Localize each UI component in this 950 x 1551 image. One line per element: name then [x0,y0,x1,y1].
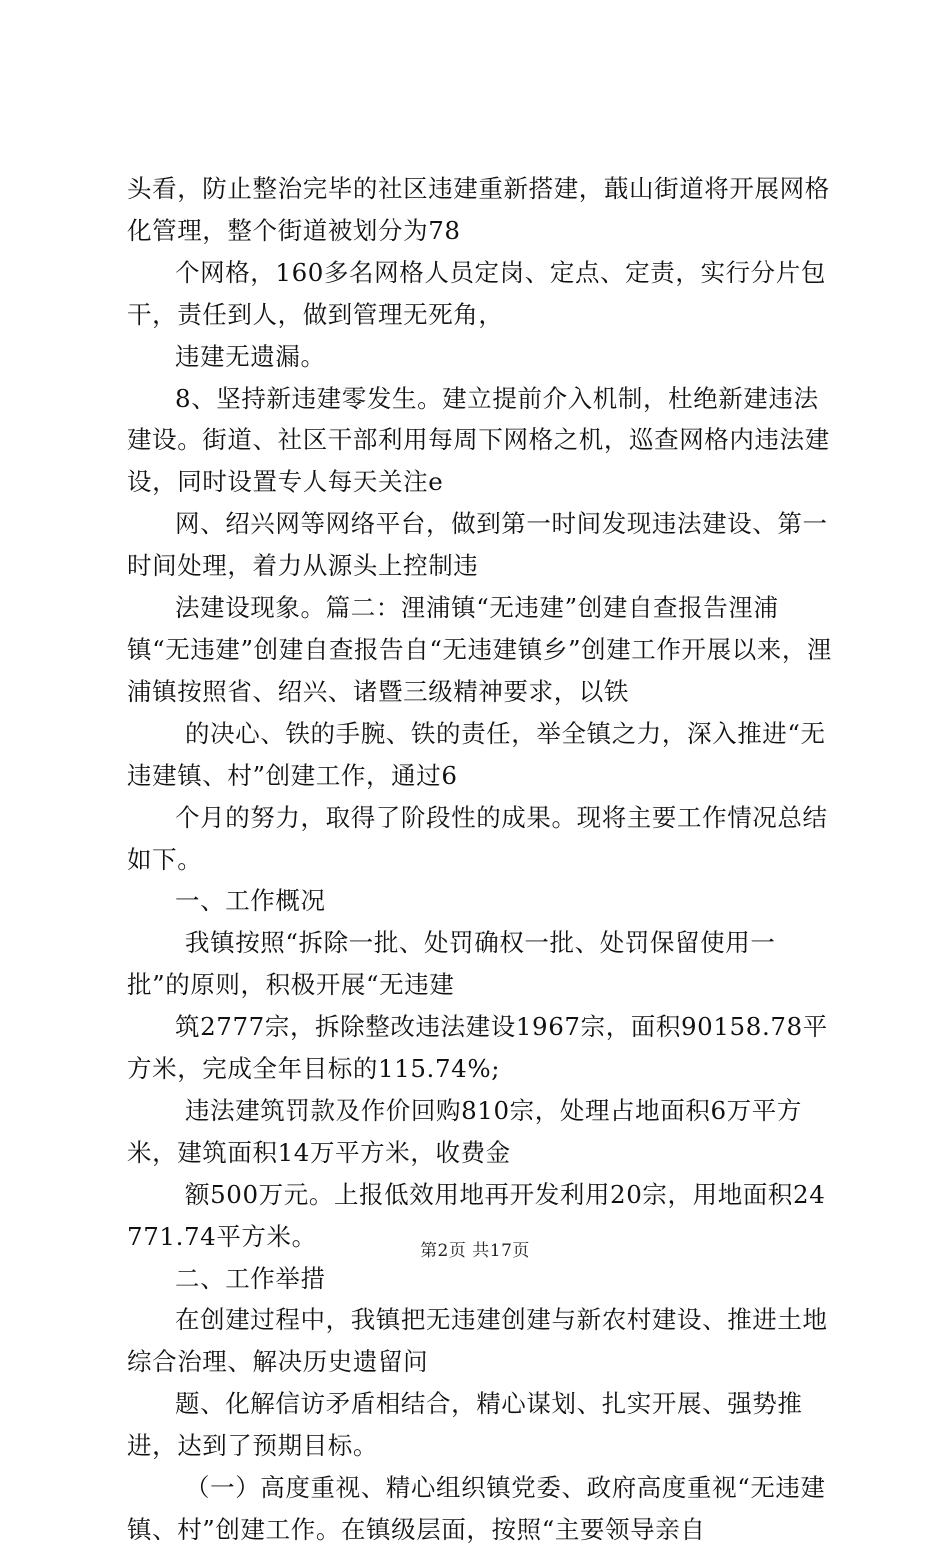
paragraph-13: 在创建过程中，我镇把无违建创建与新农村建设、推进土地综合治理、解决历史遗留问 [127,1305,828,1377]
paragraph-8: 个月的努力，取得了阶段性的成果。现将主要工作情况总结如下。 [127,802,828,874]
paragraph-10: 筑2777宗，拆除整改违法建设1967宗，面积90158.78平方米，完成全年目标的115.74%; [127,1012,828,1084]
paragraph-9: 我镇按照“拆除一批、处罚确权一批、处罚保留使用一批”的原则，积极开展“无违建 [127,928,776,1000]
paragraph-15: （一）高度重视、精心组织镇党委、政府高度重视“无违建镇、村”创建工作。在镇级层面，按照“主要领导亲自 [127,1473,826,1544]
paragraph-5: 网、绍兴网等网络平台，做到第一时间发现违法建设、第一时间处理，着力从源头上控制违 [127,509,828,581]
paragraph-11: 违法建筑罚款及作价回购810宗，处理占地面积6万平方米，建筑面积14万平方米，收费金 [127,1095,802,1167]
paragraph-2: 个网格，160多名网格人员定岗、定点、定责，实行分片包干，责任到人，做到管理无死角， [127,257,826,329]
document-body [127,168,837,1551]
page-number: 第2页 共17页 [420,1241,530,1261]
page-footer [0,1241,950,1261]
paragraph-4: 8、坚持新违建零发生。建立提前介入机制，杜绝新建违法建设。街道、社区干部利用每周下网格之机，巡查网格内违法建设，同时设置专人每天关注e [127,383,830,497]
paragraph-14: 题、化解信访矛盾相结合，精心谋划、扎实开展、强势推进，达到了预期目标。 [127,1389,803,1461]
paragraph-12: 额500万元。上报低效用地再开发利用20宗，用地面积24771.74平方米。 [127,1179,826,1251]
paragraph-3: 违建无遗漏。 [175,341,326,371]
paragraph-7: 的决心、铁的手腕、铁的责任，举全镇之力，深入推进“无违建镇、村”创建工作，通过6 [127,718,826,790]
paragraph-1: 头看，防止整治完毕的社区违建重新搭建，蕺山街道将开展网格化管理，整个街道被划分为78 [127,174,830,245]
section-heading-overview: 一、工作概况 [175,886,326,916]
paragraph-6: 法建设现象。篇二：浬浦镇“无违建”创建自查报告浬浦镇“无违建”创建自查报告自“无违建镇乡”创建工作开展以来，浬浦镇按照省、绍兴、诸暨三级精神要求，以铁 [127,593,833,706]
section-heading-measures: 二、工作举措 [175,1263,326,1293]
